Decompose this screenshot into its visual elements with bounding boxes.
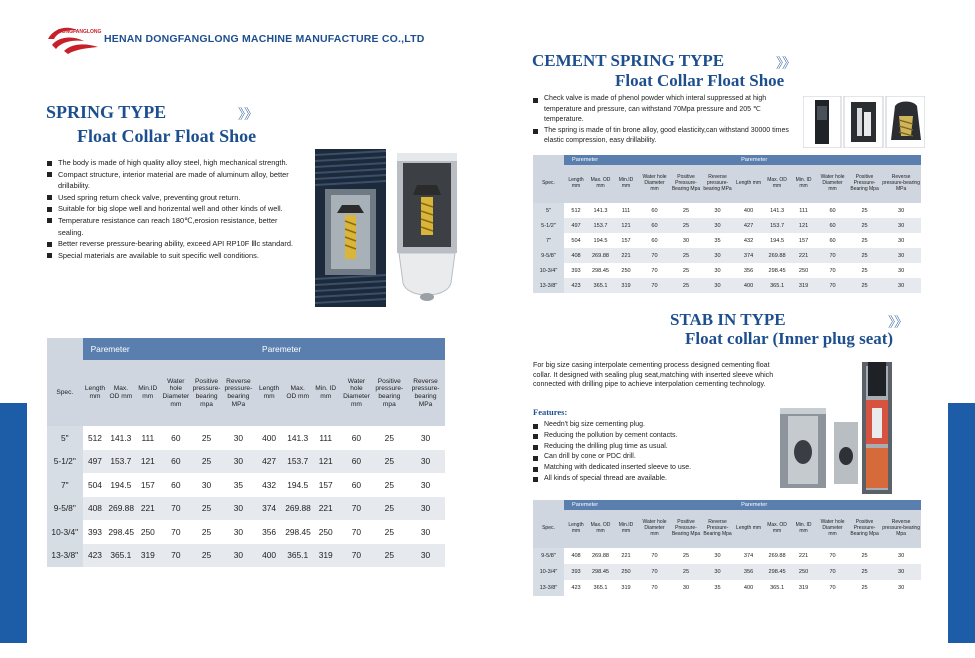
table-header: Min.ID mm bbox=[613, 510, 639, 548]
table-cell: 25 bbox=[373, 520, 406, 544]
stab-feature-list bbox=[533, 420, 773, 485]
table-cell: 70 bbox=[639, 248, 670, 263]
table-cell: 25 bbox=[670, 278, 702, 293]
table-header: Min. ID mm bbox=[311, 360, 340, 426]
table-header: Length mm bbox=[733, 165, 764, 203]
table-header: Water hole Diameter mm bbox=[817, 510, 848, 548]
table-cell: 374 bbox=[733, 248, 764, 263]
table-cell: 400 bbox=[733, 203, 764, 218]
table-cell: 70 bbox=[340, 497, 372, 521]
table-cell: 365.1 bbox=[588, 580, 613, 596]
table-cell: 356 bbox=[733, 263, 764, 278]
table-cell: 70 bbox=[817, 564, 848, 580]
table-group-label: Paremeter bbox=[733, 155, 921, 165]
table-cell: 70 bbox=[161, 497, 190, 521]
table-cell: 121 bbox=[790, 218, 817, 233]
table-header: Min.ID mm bbox=[613, 165, 639, 203]
table-cell: 400 bbox=[733, 580, 764, 596]
table-cell: 400 bbox=[254, 426, 284, 450]
table-row bbox=[47, 426, 445, 450]
table-cell: 25 bbox=[670, 203, 702, 218]
table-cell: 298.45 bbox=[588, 564, 613, 580]
table-cell: 30 bbox=[702, 263, 733, 278]
table-header: Max. OD mm bbox=[107, 360, 134, 426]
table-cell: 25 bbox=[848, 218, 881, 233]
table-cell: 30 bbox=[702, 248, 733, 263]
table-header: Min.ID mm bbox=[134, 360, 161, 426]
table-group-label: Paremeter bbox=[564, 155, 733, 165]
table-header: Max. OD mm bbox=[764, 510, 790, 548]
table-cell: 30 bbox=[702, 218, 733, 233]
table-group-label: Paremeter bbox=[733, 500, 921, 510]
table-header: Spec. bbox=[533, 510, 564, 548]
table-group-label: Paremeter bbox=[254, 338, 445, 360]
spec-cell: 7" bbox=[47, 473, 83, 497]
table-group-label: Paremeter bbox=[83, 338, 254, 360]
table-header: Length mm bbox=[733, 510, 764, 548]
table-cell: 269.88 bbox=[764, 248, 790, 263]
table-cell: 141.3 bbox=[284, 426, 311, 450]
table-cell: 319 bbox=[613, 580, 639, 596]
table-cell: 153.7 bbox=[107, 450, 134, 474]
table-cell: 70 bbox=[639, 278, 670, 293]
table-cell: 60 bbox=[340, 450, 372, 474]
table-cell: 30 bbox=[881, 263, 921, 278]
table-cell: 319 bbox=[790, 278, 817, 293]
table-cell: 298.45 bbox=[284, 520, 311, 544]
table-cell: 60 bbox=[340, 426, 372, 450]
table-header: Spec. bbox=[533, 165, 564, 203]
table-cell: 30 bbox=[881, 548, 921, 564]
table-cell: 25 bbox=[848, 278, 881, 293]
spec-cell: 10-3/4" bbox=[533, 564, 564, 580]
table-cell: 221 bbox=[790, 548, 817, 564]
spring-title: SPRING TYPE bbox=[46, 102, 167, 122]
table-header-row bbox=[533, 510, 921, 548]
table-cell: 70 bbox=[161, 520, 190, 544]
table-cell: 319 bbox=[311, 544, 340, 568]
table-cell: 250 bbox=[134, 520, 161, 544]
table-cell: 25 bbox=[848, 263, 881, 278]
table-cell: 30 bbox=[223, 426, 254, 450]
table-cell: 250 bbox=[790, 263, 817, 278]
table-cell: 25 bbox=[670, 263, 702, 278]
list-item: All kinds of special thread are available. bbox=[533, 474, 773, 485]
table-cell: 30 bbox=[223, 520, 254, 544]
table-cell: 298.45 bbox=[764, 564, 790, 580]
list-item: Better reverse pressure-bearing ability, exceed API RP10F Ⅲc standard. bbox=[47, 238, 302, 250]
table-cell: 60 bbox=[639, 233, 670, 248]
table-cell: 25 bbox=[373, 450, 406, 474]
table-cell: 356 bbox=[254, 520, 284, 544]
features-heading: Features: bbox=[533, 407, 568, 417]
table-cell: 365.1 bbox=[588, 278, 613, 293]
table-cell: 319 bbox=[613, 278, 639, 293]
company-logo bbox=[44, 23, 102, 55]
table-cell: 141.3 bbox=[764, 203, 790, 218]
table-cell: 157 bbox=[311, 473, 340, 497]
list-item: Reducing the drilling plug time as usual. bbox=[533, 442, 773, 453]
table-cell: 30 bbox=[881, 218, 921, 233]
table-cell: 408 bbox=[83, 497, 108, 521]
chevron-right-icon: 》》 bbox=[238, 107, 257, 123]
table-row bbox=[47, 473, 445, 497]
table-cell: 250 bbox=[613, 263, 639, 278]
table-cell: 269.88 bbox=[107, 497, 134, 521]
table-row bbox=[47, 497, 445, 521]
table-header: Water hole Diameter mm bbox=[639, 165, 670, 203]
spring-parameter-table bbox=[47, 338, 445, 567]
table-cell: 269.88 bbox=[764, 548, 790, 564]
table-header: Reverse pressure-bearing MPa bbox=[702, 165, 733, 203]
table-cell: 25 bbox=[848, 564, 881, 580]
table-cell: 25 bbox=[670, 218, 702, 233]
table-row bbox=[47, 450, 445, 474]
table-cell: 423 bbox=[83, 544, 108, 568]
table-row bbox=[533, 548, 921, 564]
table-header: Max. OD mm bbox=[588, 165, 613, 203]
stab-in-float-collar-image bbox=[778, 352, 900, 494]
stab-parameter-table bbox=[533, 500, 921, 596]
table-cell: 423 bbox=[564, 278, 588, 293]
table-cell: 365.1 bbox=[107, 544, 134, 568]
list-item: The body is made of high quality alloy steel, high mechanical strength. bbox=[47, 157, 302, 169]
table-cell: 30 bbox=[881, 248, 921, 263]
table-cell: 70 bbox=[161, 544, 190, 568]
table-cell: 30 bbox=[881, 564, 921, 580]
table-cell: 30 bbox=[406, 544, 445, 568]
table-header: Water hole Diameter mm bbox=[340, 360, 372, 426]
table-cell: 121 bbox=[134, 450, 161, 474]
table-header: Water hole Diameter mm bbox=[639, 510, 670, 548]
table-cell: 111 bbox=[134, 426, 161, 450]
table-cell: 25 bbox=[670, 248, 702, 263]
table-cell: 221 bbox=[613, 548, 639, 564]
table-cell: 35 bbox=[702, 233, 733, 248]
table-row bbox=[47, 544, 445, 568]
table-header: Length mm bbox=[564, 165, 588, 203]
table-cell: 30 bbox=[881, 580, 921, 596]
table-header-row bbox=[47, 360, 445, 426]
spec-cell: 9-5/8" bbox=[533, 248, 564, 263]
table-cell: 25 bbox=[670, 564, 702, 580]
spec-cell: 10-3/4" bbox=[47, 520, 83, 544]
table-header: Max. OD mm bbox=[764, 165, 790, 203]
spec-cell: 9-5/8" bbox=[47, 497, 83, 521]
table-cell: 111 bbox=[790, 203, 817, 218]
spec-cell: 10-3/4" bbox=[533, 263, 564, 278]
cement-subtitle: Float Collar Float Shoe bbox=[615, 71, 785, 90]
table-row bbox=[47, 520, 445, 544]
table-cell: 121 bbox=[311, 450, 340, 474]
table-cell: 70 bbox=[817, 580, 848, 596]
spec-cell: 5" bbox=[533, 203, 564, 218]
table-header: Water hole Diameter mm bbox=[161, 360, 190, 426]
table-cell: 60 bbox=[161, 450, 190, 474]
table-header: Reverse pressure-bearing MPa bbox=[881, 165, 921, 203]
table-cell: 356 bbox=[733, 564, 764, 580]
table-cell: 30 bbox=[406, 426, 445, 450]
table-cell: 60 bbox=[340, 473, 372, 497]
list-item: Compact structure, interior material are made of aluminum alloy, better drillability. bbox=[47, 169, 302, 192]
table-cell: 374 bbox=[254, 497, 284, 521]
table-cell: 365.1 bbox=[764, 278, 790, 293]
table-group-label: Paremeter bbox=[564, 500, 733, 510]
table-cell: 269.88 bbox=[588, 548, 613, 564]
table-cell: 153.7 bbox=[284, 450, 311, 474]
table-header: Reverse pressure-bearing Mpa bbox=[881, 510, 921, 548]
table-cell: 30 bbox=[190, 473, 222, 497]
table-cell: 432 bbox=[733, 233, 764, 248]
table-cell: 25 bbox=[373, 473, 406, 497]
spec-cell: 9-5/8" bbox=[533, 548, 564, 564]
table-row bbox=[533, 233, 921, 248]
table-cell: 194.5 bbox=[107, 473, 134, 497]
table-cell: 30 bbox=[702, 203, 733, 218]
table-cell: 25 bbox=[190, 450, 222, 474]
table-header: Reverse pressure-bearing MPa bbox=[223, 360, 254, 426]
table-cell: 269.88 bbox=[284, 497, 311, 521]
table-cell: 319 bbox=[790, 580, 817, 596]
table-cell: 497 bbox=[83, 450, 108, 474]
table-cell: 60 bbox=[639, 203, 670, 218]
table-header: Max. OD mm bbox=[588, 510, 613, 548]
table-cell: 25 bbox=[848, 203, 881, 218]
table-cell: 221 bbox=[790, 248, 817, 263]
table-cell: 30 bbox=[702, 548, 733, 564]
table-cell: 157 bbox=[790, 233, 817, 248]
table-cell: 70 bbox=[639, 580, 670, 596]
table-cell: 221 bbox=[134, 497, 161, 521]
table-cell: 427 bbox=[254, 450, 284, 474]
table-cell: 25 bbox=[848, 248, 881, 263]
list-item: Temperature resistance can reach 180℃,erosion resistance, better sealing. bbox=[47, 215, 302, 238]
table-cell: 70 bbox=[639, 564, 670, 580]
table-header: Min. ID mm bbox=[790, 165, 817, 203]
table-cell: 25 bbox=[848, 580, 881, 596]
table-cell: 504 bbox=[564, 233, 588, 248]
table-cell: 269.88 bbox=[588, 248, 613, 263]
list-item: Needn't big size cementing plug. bbox=[533, 420, 773, 431]
table-cell: 512 bbox=[83, 426, 108, 450]
table-header-row bbox=[533, 165, 921, 203]
table-cell: 250 bbox=[613, 564, 639, 580]
table-cell: 194.5 bbox=[764, 233, 790, 248]
table-cell: 408 bbox=[564, 248, 588, 263]
table-cell: 70 bbox=[639, 548, 670, 564]
table-cell: 35 bbox=[223, 473, 254, 497]
table-cell: 60 bbox=[817, 203, 848, 218]
table-cell: 60 bbox=[639, 218, 670, 233]
table-header: Spec. bbox=[47, 360, 83, 426]
left-accent-bar bbox=[0, 403, 27, 643]
cement-parameter-table bbox=[533, 155, 921, 293]
table-header: Water hole Diameter mm bbox=[817, 165, 848, 203]
table-cell: 141.3 bbox=[107, 426, 134, 450]
table-cell: 221 bbox=[311, 497, 340, 521]
table-cell: 70 bbox=[340, 544, 372, 568]
table-cell: 25 bbox=[190, 497, 222, 521]
table-cell: 365.1 bbox=[764, 580, 790, 596]
table-cell: 423 bbox=[564, 580, 588, 596]
cement-feature-list bbox=[533, 94, 795, 147]
chevron-right-icon: 》》 bbox=[776, 56, 795, 72]
table-cell: 153.7 bbox=[588, 218, 613, 233]
table-header: Positive Pressure-Bearing Mpa bbox=[670, 165, 702, 203]
table-cell: 504 bbox=[83, 473, 108, 497]
stab-title: STAB IN TYPE bbox=[670, 310, 786, 329]
table-cell: 70 bbox=[817, 278, 848, 293]
table-cell: 250 bbox=[311, 520, 340, 544]
list-item: Reducing the pollution by cement contacts. bbox=[533, 431, 773, 442]
company-name: HENAN DONGFANGLONG MACHINE MANUFACTURE CO.,LTD bbox=[104, 33, 425, 45]
table-row bbox=[533, 203, 921, 218]
list-item: Special materials are available to suit specific well conditions. bbox=[47, 250, 302, 262]
table-cell: 30 bbox=[223, 544, 254, 568]
table-cell: 194.5 bbox=[588, 233, 613, 248]
table-cell: 194.5 bbox=[284, 473, 311, 497]
spring-subtitle: Float Collar Float Shoe bbox=[77, 126, 257, 146]
table-cell: 250 bbox=[790, 564, 817, 580]
table-cell: 25 bbox=[848, 548, 881, 564]
table-header: Positive Pressure-Bearing Mpa bbox=[670, 510, 702, 548]
table-cell: 365.1 bbox=[284, 544, 311, 568]
stab-intro-text: For big size casing interpolate cementing process designed cementing float collar. It designed with sealing plug seat,matching with inserted sleeve which connected with drilling pipe to achieve interpolation cementing technology. bbox=[533, 361, 774, 389]
table-cell: 25 bbox=[190, 544, 222, 568]
list-item: Used spring return check valve, preventing grout return. bbox=[47, 192, 302, 204]
spec-cell: 13-3/8" bbox=[533, 580, 564, 596]
spec-cell: 5-1/2" bbox=[47, 450, 83, 474]
table-cell: 60 bbox=[817, 218, 848, 233]
table-cell: 25 bbox=[190, 426, 222, 450]
table-cell: 497 bbox=[564, 218, 588, 233]
check-valve-images bbox=[803, 96, 925, 148]
list-item: Can drill by cone or PDC drill. bbox=[533, 452, 773, 463]
table-cell: 60 bbox=[817, 233, 848, 248]
table-header: Length mm bbox=[564, 510, 588, 548]
table-cell: 25 bbox=[670, 548, 702, 564]
table-header: Reverse pressure-bearing MPa bbox=[406, 360, 445, 426]
table-header: Positive Pressure-Bearing Mpa bbox=[848, 510, 881, 548]
table-cell: 400 bbox=[733, 278, 764, 293]
table-cell: 319 bbox=[134, 544, 161, 568]
spec-cell: 13-3/8" bbox=[533, 278, 564, 293]
table-cell: 393 bbox=[564, 564, 588, 580]
table-cell: 25 bbox=[373, 426, 406, 450]
table-cell: 157 bbox=[613, 233, 639, 248]
table-cell: 30 bbox=[406, 450, 445, 474]
table-cell: 30 bbox=[881, 203, 921, 218]
table-header: Positive pressure-bearing mpa bbox=[373, 360, 406, 426]
table-row bbox=[533, 580, 921, 596]
table-cell: 30 bbox=[223, 450, 254, 474]
table-cell: 157 bbox=[134, 473, 161, 497]
chevron-right-icon: 》》 bbox=[888, 315, 907, 331]
table-cell: 70 bbox=[817, 263, 848, 278]
table-cell: 111 bbox=[311, 426, 340, 450]
table-cell: 70 bbox=[639, 263, 670, 278]
table-cell: 30 bbox=[406, 520, 445, 544]
float-shoe-cutaway-image bbox=[393, 149, 461, 309]
table-header: Length mm bbox=[254, 360, 284, 426]
table-row bbox=[533, 278, 921, 293]
table-cell: 60 bbox=[161, 426, 190, 450]
table-cell: 512 bbox=[564, 203, 588, 218]
table-cell: 30 bbox=[881, 278, 921, 293]
table-header: Length mm bbox=[83, 360, 108, 426]
float-collar-cutaway-image bbox=[315, 149, 386, 307]
cement-title: CEMENT SPRING TYPE bbox=[532, 51, 725, 70]
table-row bbox=[533, 248, 921, 263]
spec-cell: 5-1/2" bbox=[533, 218, 564, 233]
table-row bbox=[533, 263, 921, 278]
list-item: The spring is made of tin brone alloy, good elasticity,can withstand 30000 times elastic compression, easy drillability. bbox=[533, 126, 795, 147]
list-item: Suitable for big slope well and horizental well and other kinds of well. bbox=[47, 203, 302, 215]
table-cell: 393 bbox=[83, 520, 108, 544]
table-row bbox=[533, 218, 921, 233]
table-cell: 408 bbox=[564, 548, 588, 564]
table-header: Reverse Pressure-Bearing Mpa bbox=[702, 510, 733, 548]
list-item: Matching with dedicated inserted sleeve to use. bbox=[533, 463, 773, 474]
table-cell: 153.7 bbox=[764, 218, 790, 233]
table-cell: 70 bbox=[817, 548, 848, 564]
table-cell: 60 bbox=[161, 473, 190, 497]
spec-cell: 7" bbox=[533, 233, 564, 248]
spring-feature-list bbox=[47, 157, 302, 261]
spec-cell: 5" bbox=[47, 426, 83, 450]
list-item: Check valve is made of phenol powder which interal suppressed at high temperature and pressure, can withstand 70Mpa pressure and 205 ℃ temperature. bbox=[533, 94, 795, 126]
stab-subtitle: Float collar (Inner plug seat) bbox=[685, 329, 894, 348]
table-cell: 25 bbox=[848, 233, 881, 248]
table-cell: 298.45 bbox=[588, 263, 613, 278]
table-cell: 25 bbox=[373, 544, 406, 568]
table-cell: 30 bbox=[670, 233, 702, 248]
table-cell: 111 bbox=[613, 203, 639, 218]
table-row bbox=[533, 564, 921, 580]
table-cell: 25 bbox=[190, 520, 222, 544]
table-cell: 30 bbox=[406, 497, 445, 521]
spec-cell: 13-3/8" bbox=[47, 544, 83, 568]
table-cell: 221 bbox=[613, 248, 639, 263]
table-cell: 30 bbox=[702, 278, 733, 293]
table-cell: 298.45 bbox=[764, 263, 790, 278]
right-accent-bar bbox=[948, 403, 975, 643]
table-cell: 141.3 bbox=[588, 203, 613, 218]
table-cell: 30 bbox=[881, 233, 921, 248]
table-cell: 30 bbox=[223, 497, 254, 521]
table-cell: 393 bbox=[564, 263, 588, 278]
table-cell: 35 bbox=[702, 580, 733, 596]
table-header: Positive pressure-bearing mpa bbox=[190, 360, 222, 426]
table-cell: 70 bbox=[817, 248, 848, 263]
table-header: Min. ID mm bbox=[790, 510, 817, 548]
table-cell: 30 bbox=[702, 564, 733, 580]
table-cell: 30 bbox=[670, 580, 702, 596]
table-cell: 427 bbox=[733, 218, 764, 233]
logo-wordmark: DONGFANGLONG bbox=[58, 29, 102, 35]
table-cell: 25 bbox=[373, 497, 406, 521]
table-cell: 432 bbox=[254, 473, 284, 497]
table-cell: 298.45 bbox=[107, 520, 134, 544]
table-header: Positive Pressure-Bearing Mpa bbox=[848, 165, 881, 203]
table-cell: 30 bbox=[406, 473, 445, 497]
table-cell: 70 bbox=[340, 520, 372, 544]
table-cell: 121 bbox=[613, 218, 639, 233]
table-header: Max. OD mm bbox=[284, 360, 311, 426]
table-cell: 400 bbox=[254, 544, 284, 568]
table-cell: 374 bbox=[733, 548, 764, 564]
